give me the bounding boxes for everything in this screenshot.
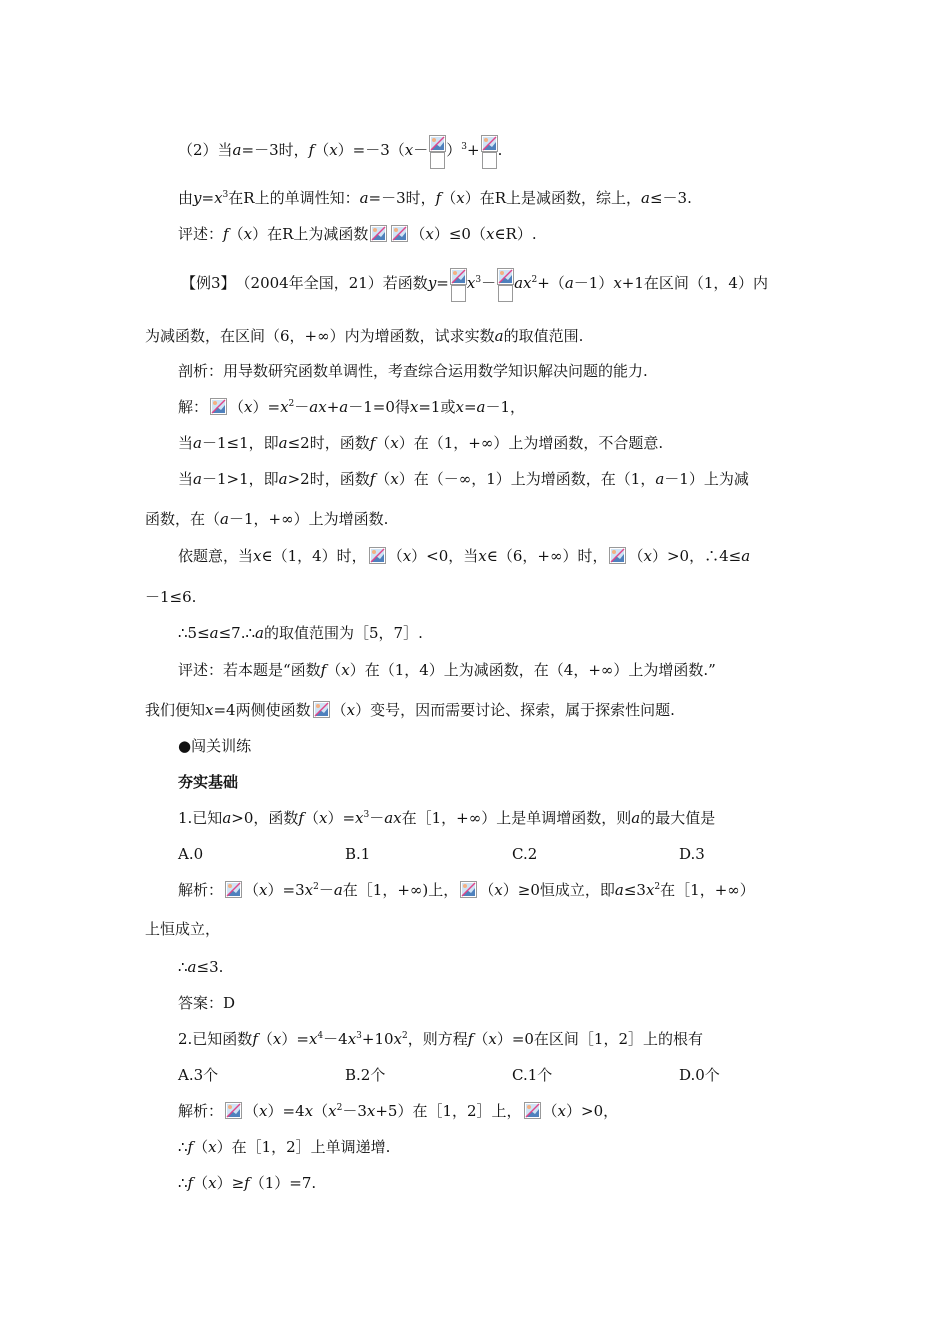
text-line: ∴f（x）在［1，2］上单调递增. — [178, 1138, 391, 1156]
broken-image-icon — [225, 1102, 242, 1119]
option-c: C.2 — [512, 845, 538, 863]
text-line: 解析： $(x)=4x(x^2-3x+5)$在［1，2］上， （x）>0， — [178, 1102, 619, 1120]
text-line: －1≤6. — [145, 588, 197, 606]
option-a: A.0 — [178, 845, 204, 863]
text-line: 解析： $(x)=3x^2-a$在［1，+∞)上， （x）≥0恒成立，即$a\le 3x^2$在［1，+∞） — [178, 881, 755, 899]
broken-image-icon — [313, 701, 330, 718]
option-a: A.3个 — [178, 1066, 219, 1084]
text-line: 当a－1≤1，即a≤2时，函数f（x）在（1，+∞）上为增函数，不合题意. — [178, 434, 664, 452]
broken-image-icon — [369, 547, 386, 564]
question-2: 2.已知函数$f(x)=x^4-4x^3+10x^2$，则方程f（x）=0在区间［1，2］上的根有 — [178, 1030, 704, 1048]
answer-line: 答案：D — [178, 994, 236, 1012]
text-line: （2）当a=－3时，f（x）=－3（x－ ）$^3$+ . — [178, 135, 502, 169]
broken-image-icon — [524, 1102, 541, 1119]
text-line: 上恒成立， — [145, 920, 221, 938]
subsection-heading: 夯实基础 — [178, 773, 239, 791]
text-line: 评述：若本题是“函数f（x）在（1，4）上为减函数，在（4，+∞）上为增函数.” — [178, 661, 716, 679]
option-b: B.2个 — [345, 1066, 386, 1084]
broken-image-icon — [609, 547, 626, 564]
text-line: 由$y=x^3$在R上的单调性知：a=－3时，f（x）在R上是减函数，综上，a≤－3. — [178, 189, 692, 207]
text-line: 评述：f（x）在R上为减函数 （x）≤0（x∈R）. — [178, 225, 537, 243]
option-d: D.3 — [679, 845, 705, 863]
option-b: B.1 — [345, 845, 371, 863]
broken-image-icon — [210, 398, 227, 415]
example-heading-line: 【例3】 （2004年全国，21）若函数y= $x^3-$ $ax^2+(a-1)x+1$在区间（1，4）内 — [181, 268, 768, 302]
option-c: C.1个 — [512, 1066, 553, 1084]
text-line: 我们便知x=4两侧使函数 （x）变号，因而需要讨论、探索，属于探索性问题. — [145, 701, 675, 719]
option-d: D.0个 — [679, 1066, 720, 1084]
broken-image-icon — [225, 881, 242, 898]
text-line: 剖析：用导数研究函数单调性，考查综合运用数学知识解决问题的能力. — [178, 362, 648, 380]
text-line: ∴a≤3. — [178, 958, 224, 976]
section-heading: ●闯关训练 — [178, 737, 252, 755]
broken-image-icon — [450, 268, 466, 302]
broken-image-icon — [370, 225, 387, 242]
text-line: 当a－1>1，即a>2时，函数f（x）在（－∞，1）上为增函数，在（1，a－1）上为减 — [178, 470, 749, 488]
text-line: 依题意，当x∈（1，4）时， （x）<0，当x∈（6，+∞）时， （x）>0，∴4≤a — [178, 547, 751, 565]
text-line: 为减函数，在区间（6，+∞）内为增函数，试求实数a的取值范围. — [145, 327, 584, 345]
broken-image-icon — [481, 135, 497, 169]
broken-image-icon — [391, 225, 408, 242]
broken-image-icon — [429, 135, 445, 169]
question-1: 1.已知a>0，函数$f(x)=x^3-ax$在［1，+∞）上是单调增函数，则a的最大值是 — [178, 809, 716, 827]
text-line: ∴f（x）≥f（1）=7. — [178, 1174, 317, 1192]
text-line: ∴5≤a≤7.∴a的取值范围为［5，7］. — [178, 624, 423, 642]
text-line: 函数，在（a－1，+∞）上为增函数. — [145, 510, 389, 528]
broken-image-icon — [497, 268, 513, 302]
broken-image-icon — [460, 881, 477, 898]
text-line: 解： $(x)=x^2-ax+a-1=0$得x=1或x=a－1， — [178, 398, 526, 416]
